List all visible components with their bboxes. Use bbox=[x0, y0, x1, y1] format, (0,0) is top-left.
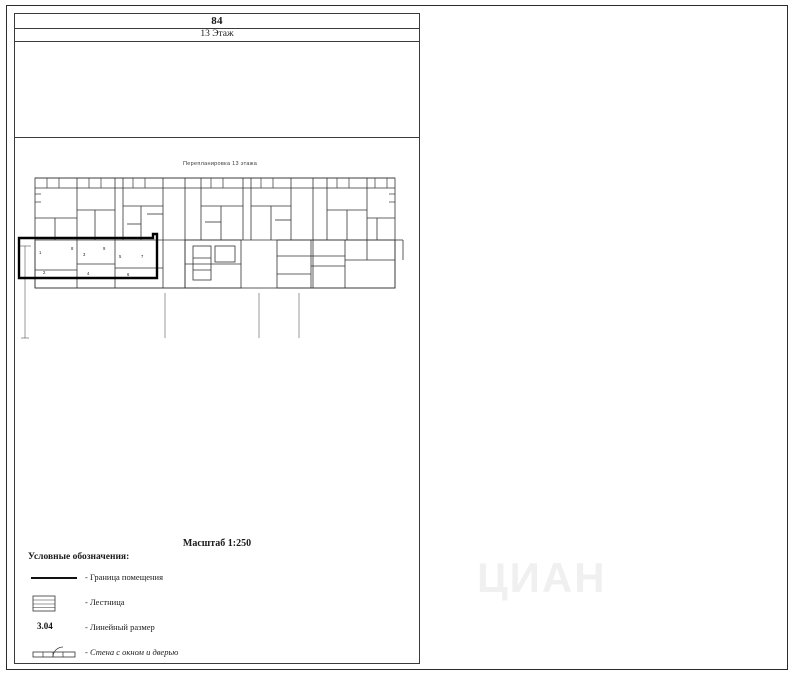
legend-item-stairs bbox=[25, 594, 415, 619]
wall-window-door-icon bbox=[31, 644, 77, 664]
svg-text:7: 7 bbox=[141, 254, 144, 259]
boundary-line-icon bbox=[31, 569, 77, 589]
floor-plan-area bbox=[15, 138, 419, 358]
legend-label: - Граница помещения bbox=[85, 572, 164, 582]
page-border bbox=[6, 5, 788, 670]
legend-heading: Условные обозначения: bbox=[28, 552, 130, 562]
svg-text:4: 4 bbox=[87, 271, 90, 276]
svg-text:1: 1 bbox=[39, 250, 42, 255]
svg-text:2: 2 bbox=[43, 270, 46, 275]
dimension-value: 3.04 bbox=[37, 621, 53, 631]
drawing-sheet bbox=[14, 13, 420, 664]
room-number-labels bbox=[39, 246, 144, 277]
svg-text:8: 8 bbox=[71, 246, 74, 251]
legend-label: - Стена с окном и дверью bbox=[85, 647, 179, 657]
plan-caption: Перепланировка 13 этажа bbox=[183, 161, 258, 167]
watermark: ЦИАН bbox=[477, 554, 607, 601]
legend-item-boundary bbox=[25, 569, 415, 594]
svg-text:9: 9 bbox=[103, 246, 106, 251]
legend bbox=[25, 552, 415, 669]
floor-plan-drawing bbox=[15, 138, 421, 358]
title-block bbox=[15, 14, 419, 42]
legend-item-dimension bbox=[25, 619, 415, 644]
legend-label: - Лестница bbox=[85, 597, 125, 607]
scale-label: Масштаб 1:250 bbox=[182, 538, 252, 549]
svg-text:3: 3 bbox=[83, 252, 86, 257]
floor-label: 13 Этаж bbox=[200, 29, 234, 39]
legend-label: - Линейный размер bbox=[85, 622, 155, 632]
legend-item-wall-window-door bbox=[25, 644, 415, 669]
dimension-icon bbox=[31, 619, 77, 639]
svg-text:6: 6 bbox=[127, 272, 130, 277]
svg-text:5: 5 bbox=[119, 254, 122, 259]
page-title: 84 bbox=[211, 15, 223, 27]
stairs-icon bbox=[31, 594, 77, 614]
